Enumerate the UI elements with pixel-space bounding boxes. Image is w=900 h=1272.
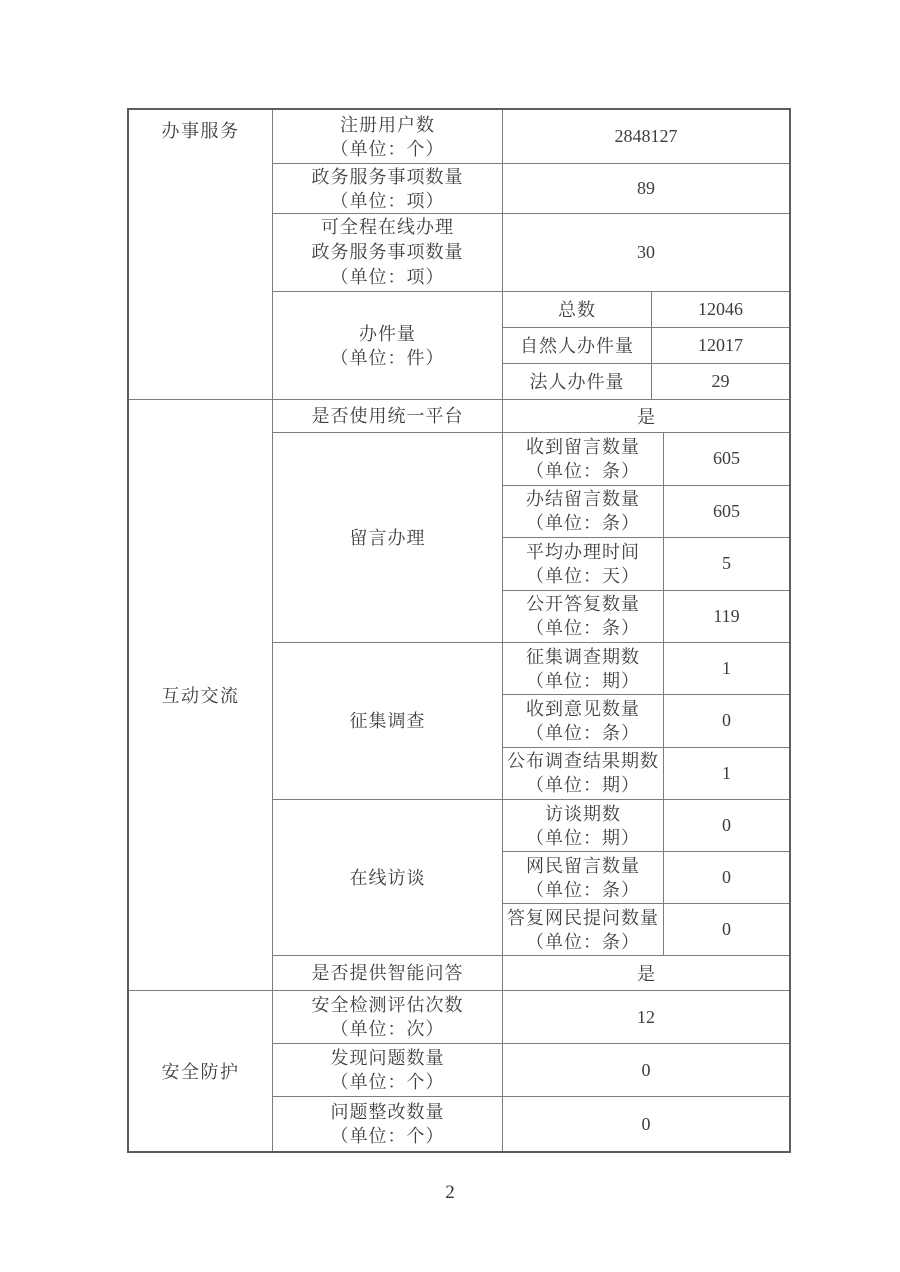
metric-unit: （单位：条） <box>526 460 640 481</box>
metric-label: 问题整改数量 （单位：个） <box>273 1097 503 1151</box>
table-row <box>503 800 789 852</box>
metric-unit: （单位：条） <box>526 722 640 743</box>
table-row <box>273 1044 789 1097</box>
submetric-value: 119 <box>713 605 740 626</box>
submetric-value: 1 <box>722 658 731 679</box>
metric-unit: （单位：个） <box>330 138 445 159</box>
sub-table <box>503 433 789 642</box>
table-row <box>273 292 789 399</box>
metric-unit: （单位：件） <box>330 347 445 368</box>
sub-table <box>503 643 789 799</box>
table-row <box>273 800 789 956</box>
metric-value: 89 <box>637 178 655 198</box>
metric-unit: （单位：期） <box>526 775 640 796</box>
metric-label: 办件量 （单位：件） <box>273 292 503 399</box>
metric-unit: （单位：个） <box>330 1126 445 1146</box>
section-anquan-fanghu <box>129 991 789 1151</box>
metric-label: 注册用户数 （单位：个） <box>273 110 503 163</box>
metric-label: 留言办理 <box>273 433 503 642</box>
section-label-text: 安全防护 <box>161 1062 240 1082</box>
submetric-value: 605 <box>713 500 740 521</box>
submetric-value: 0 <box>722 867 731 887</box>
table-row <box>503 643 789 695</box>
metric-label: 安全检测评估次数 （单位：次） <box>273 991 503 1043</box>
metric-value: 是 <box>637 964 655 984</box>
table-row <box>273 400 789 433</box>
metric-value: 30 <box>637 242 655 262</box>
table-row <box>273 1097 789 1151</box>
metric-label: 是否使用统一平台 <box>273 400 503 432</box>
metric-unit: （单位：条） <box>526 879 640 900</box>
table-row <box>503 695 789 747</box>
submetric-value: 0 <box>722 815 731 835</box>
page-number: 2 <box>445 1182 455 1203</box>
table-row <box>503 292 789 328</box>
table-row <box>503 904 789 955</box>
submetric-value: 29 <box>711 371 730 391</box>
table-row <box>503 486 789 539</box>
submetric-label: 法人办件量 <box>503 364 652 399</box>
submetric-value: 0 <box>722 919 731 939</box>
metric-unit: （单位：个） <box>330 1072 445 1092</box>
table-row <box>503 748 789 799</box>
submetric-label: 收到留言数量 （单位：条） <box>503 433 664 485</box>
submetric-label: 平均办理时间 （单位：天） <box>503 538 664 590</box>
metric-label: 征集调查 <box>273 643 503 799</box>
metric-unit: （单位：项） <box>330 190 445 211</box>
metric-unit: （单位：期） <box>526 670 640 691</box>
section-label <box>129 110 273 399</box>
section-banshi-fuwu <box>129 110 789 400</box>
submetric-label: 收到意见数量 （单位：条） <box>503 695 664 746</box>
table-row <box>273 991 789 1044</box>
submetric-label: 答复网民提问数量 （单位：条） <box>503 904 664 955</box>
metric-value: 0 <box>641 1059 651 1080</box>
submetric-label: 征集调查期数 （单位：期） <box>503 643 664 694</box>
metric-label: 可全程在线办理 政务服务事项数量 （单位：项） <box>273 214 503 291</box>
table-row <box>503 538 789 591</box>
metric-label: 是否提供智能问答 <box>273 956 503 990</box>
sub-table <box>503 292 789 399</box>
metric-unit: （单位：条） <box>526 931 640 952</box>
section-label-text: 办事服务 <box>161 121 240 141</box>
submetric-value: 1 <box>722 762 731 783</box>
table-row <box>273 110 789 164</box>
submetric-value: 12046 <box>698 299 743 319</box>
metric-value: 12 <box>637 1006 655 1027</box>
metric-unit: （单位：次） <box>330 1019 445 1039</box>
submetric-value: 12017 <box>698 335 743 355</box>
submetric-label: 公开答复数量 （单位：条） <box>503 591 664 643</box>
table-row <box>273 164 789 214</box>
submetric-label: 访谈期数 （单位：期） <box>503 800 664 851</box>
section-label <box>129 991 273 1151</box>
submetric-label: 自然人办件量 <box>503 328 652 363</box>
report-table <box>127 108 791 1153</box>
table-row <box>273 214 789 292</box>
metric-label: 发现问题数量 （单位：个） <box>273 1044 503 1096</box>
submetric-value: 5 <box>722 553 731 574</box>
submetric-label: 总数 <box>503 292 652 327</box>
table-row <box>273 433 789 643</box>
submetric-value: 605 <box>713 448 740 469</box>
table-row <box>273 956 789 990</box>
metric-label: 政务服务事项数量 （单位：项） <box>273 164 503 213</box>
metric-value: 0 <box>641 1113 651 1134</box>
metric-label: 在线访谈 <box>273 800 503 955</box>
metric-unit: （单位：天） <box>526 565 640 586</box>
table-row <box>273 643 789 800</box>
metric-unit: （单位：条） <box>526 513 640 534</box>
submetric-label: 网民留言数量 （单位：条） <box>503 852 664 903</box>
submetric-value: 0 <box>722 710 731 731</box>
table-row <box>503 591 789 643</box>
sub-table <box>503 800 789 955</box>
metric-unit: （单位：条） <box>526 618 640 639</box>
section-hudong-jiaoliu <box>129 400 789 991</box>
metric-unit: （单位：项） <box>330 267 445 287</box>
submetric-label: 公布调查结果期数 （单位：期） <box>503 748 664 799</box>
section-label <box>129 400 273 990</box>
metric-value: 2848127 <box>614 126 678 146</box>
metric-value: 是 <box>637 407 655 427</box>
table-row <box>503 852 789 904</box>
metric-unit: （单位：期） <box>526 827 640 848</box>
section-label-text: 互动交流 <box>161 686 240 706</box>
table-row <box>503 433 789 486</box>
table-row <box>503 364 789 399</box>
submetric-label: 办结留言数量 （单位：条） <box>503 486 664 538</box>
table-row <box>503 328 789 364</box>
